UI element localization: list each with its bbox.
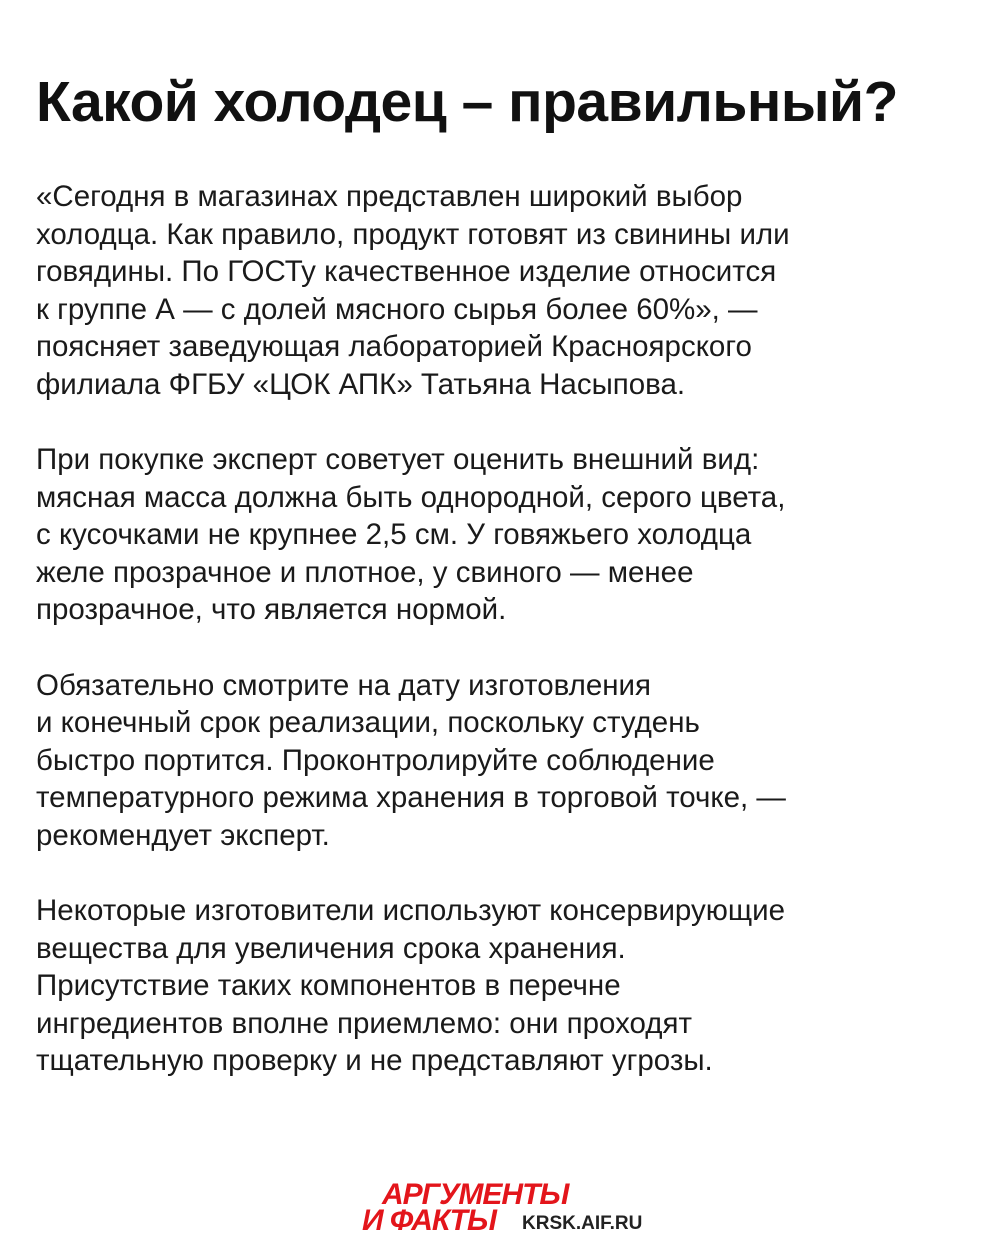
text-line: холодца. Как правило, продукт готовят из свинины или [36,217,790,251]
text-line: ингредиентов вполне приемлемо: они проходят [36,1006,693,1040]
text-line: прозрачное, что является нормой. [36,593,507,626]
text-line: мясная масса должна быть однородной, серого цвета, [36,480,786,514]
text-line: Присутствие таких компонентов в перечне [36,969,621,1002]
text-line: быстро портится. Проконтролируйте соблюдение [36,743,715,777]
text-line: желе прозрачное и плотное, у свиного — менее [36,555,694,589]
text-line: и конечный срок реализации, поскольку студень [36,706,700,739]
text-line: «Сегодня в магазинах представлен широкий выбор [36,180,743,213]
logo-wordmark-line1: АРГУМЕНТЫ [382,1178,569,1211]
text-line: с кусочками не крупнее 2,5 см. У говяжьего холодца [36,518,752,551]
text-line: говядины. По ГОСТу качественное изделие относится [36,255,777,288]
article-body [36,178,976,1118]
text-line: Обязательно смотрите на дату изготовления [36,668,651,702]
text-line: При покупке эксперт советует оценить внешний вид: [36,443,760,476]
text-line: температурного режима хранения в торговой точке, — [36,781,786,814]
logo-wordmark-line2: И ФАКТЫ [362,1204,496,1237]
paragraph-2 [36,441,976,629]
text-line: филиала ФГБУ «ЦОК АПК» Татьяна Насыпова. [36,367,686,401]
article-title: Какой холодец – правильный? [36,70,898,134]
paragraph-1 [36,178,976,403]
text-line: Некоторые изготовители используют консервирующие [36,894,786,927]
paragraph-4 [36,892,976,1080]
aif-logo [360,1180,650,1236]
paragraph-3 [36,667,976,855]
text-line: вещества для увеличения срока хранения. [36,931,626,965]
text-line: к группе А — с долей мясного сырья более 60%», — [36,292,758,326]
text-line: поясняет заведующая лабораторией Красноярского [36,330,752,363]
text-line: тщательную проверку и не представляют угрозы. [36,1044,713,1077]
text-line: рекомендует эксперт. [36,818,330,852]
site-url: KRSK.AIF.RU [522,1213,643,1234]
